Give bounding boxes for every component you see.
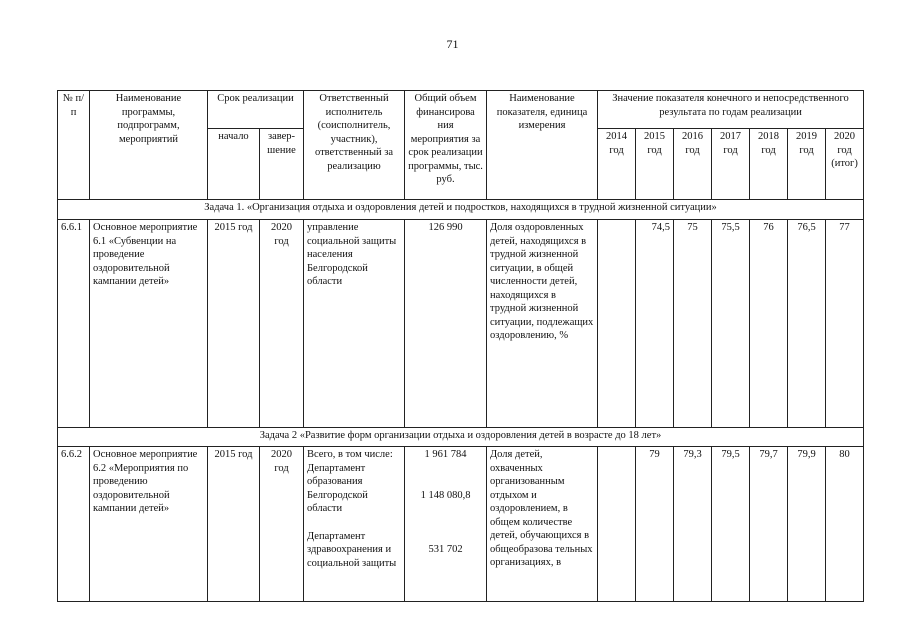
- header-row-1: [58, 91, 864, 129]
- row-end: 2020 год: [260, 220, 304, 428]
- header-values: Значение показателя конечного и непосредственного результата по годам реализации: [598, 91, 864, 129]
- row-num: 6.6.1: [58, 220, 90, 428]
- row-value: 77: [826, 220, 864, 428]
- header-term: Срок реализации: [208, 91, 304, 129]
- row-name: Основное мероприятие 6.1 «Субвенции на проведение оздоровительной кампании детей»: [90, 220, 208, 428]
- resp-dept-health: Департамент здравоохранения и социальной защиты: [307, 530, 397, 569]
- header-year: 2018 год: [750, 129, 788, 200]
- task-row: [58, 428, 864, 447]
- row-value: 79,9: [788, 447, 826, 602]
- row-value: [598, 220, 636, 428]
- resp-total: Всего, в том числе:: [307, 449, 393, 460]
- row-value: 79,5: [712, 447, 750, 602]
- header-year: 2016 год: [674, 129, 712, 200]
- row-value: 79: [636, 447, 674, 602]
- header-num: № п/п: [58, 91, 90, 200]
- header-end: завер-шение: [260, 129, 304, 200]
- row-value: 75,5: [712, 220, 750, 428]
- resp-dept-education: Департамент образования Белгородской области: [307, 462, 368, 514]
- header-name: Наименование программы, подпрограмм, мероприятий: [90, 91, 208, 200]
- row-value: 75: [674, 220, 712, 428]
- page-number: 71: [446, 37, 459, 51]
- header-year: 2014 год: [598, 129, 636, 200]
- row-value: 79,7: [750, 447, 788, 602]
- header-volume: Общий объем финансирова ния мероприятия за срок реализации программы, тыс. руб.: [405, 91, 487, 200]
- task-row: [58, 200, 864, 220]
- header-start: начало: [208, 129, 260, 200]
- row-name: Основное мероприятие 6.2 «Мероприятия по проведению оздоровительной кампании детей»: [90, 447, 208, 602]
- header-year: 2019 год: [788, 129, 826, 200]
- row-end: 2020 год: [260, 447, 304, 602]
- row-start: 2015 год: [208, 447, 260, 602]
- row-responsible: управление социальной защиты населения Белгородской области: [304, 220, 405, 428]
- row-value: [598, 447, 636, 602]
- row-indicator: Доля оздоровленных детей, находящихся в трудной жизненной ситуации, в общей численности детей, находящихся в трудной жизненной ситуации, подлежащих оздоровлению, %: [487, 220, 598, 428]
- header-responsible: Ответственный исполнитель (соисполнитель, участник), ответственный за реализацию: [304, 91, 405, 200]
- header-year: 2017 год: [712, 129, 750, 200]
- row-value: 80: [826, 447, 864, 602]
- row-value: 74,5: [636, 220, 674, 428]
- row-value: 79,3: [674, 447, 712, 602]
- row-start: 2015 год: [208, 220, 260, 428]
- task-2-title: Задача 2 «Развитие форм организации отдыха и оздоровления детей в возрасте до 18 лет»: [58, 428, 864, 447]
- header-year: 2020 год (итог): [826, 129, 864, 200]
- volume-total: 1 961 784: [424, 449, 467, 460]
- header-year: 2015 год: [636, 129, 674, 200]
- table-row: [58, 447, 864, 602]
- row-volume: 126 990: [405, 220, 487, 428]
- header-indicator: Наименование показателя, единица измерения: [487, 91, 598, 200]
- volume-dept-health: 531 702: [428, 544, 463, 555]
- row-indicator: Доля детей, охваченных организованным отдыхом и оздоровлением, в общем количестве детей, обучающихся в общеобразова тельных организациях, в: [487, 447, 598, 602]
- volume-dept-education: 1 148 080,8: [420, 489, 471, 501]
- program-table: [57, 90, 864, 602]
- table-row: [58, 220, 864, 428]
- task-1-title: Задача 1. «Организация отдыха и оздоровления детей и подростков, находящихся в трудной жизненной ситуации»: [58, 200, 864, 220]
- row-num: 6.6.2: [58, 447, 90, 602]
- row-value: 76,5: [788, 220, 826, 428]
- row-value: 76: [750, 220, 788, 428]
- row-responsible: [304, 447, 405, 602]
- row-volume: [405, 447, 487, 602]
